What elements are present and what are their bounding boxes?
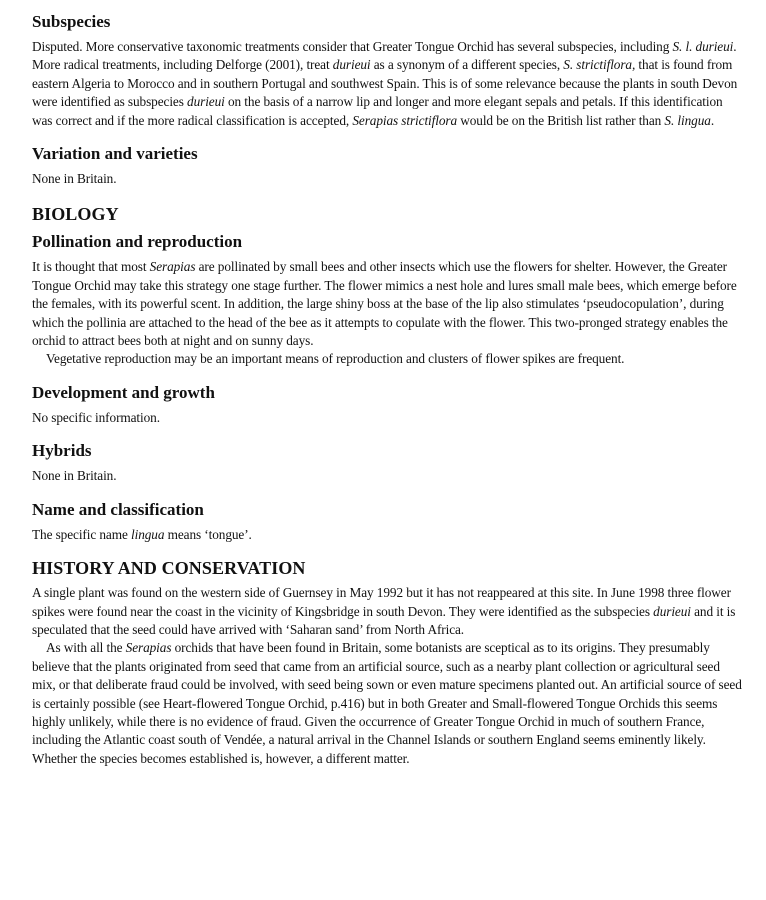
history-paragraph-1: A single plant was found on the western side of Guernsey in May 1992 but it has not reappeared at this site. In June 1998 three flower spikes were found near the coast in the vicinity of Kingsbridge in south Devon. They were identified as the subspecies durieui and it is speculated that the seed could have arrived with ‘Saharan sand’ from North Africa. <box>32 585 736 637</box>
history-paragraph-2: As with all the Serapias orchids that have been found in Britain, some botanists are sceptical as to its origins. They presumably believe that the plants originated from seed that came from an artificial source, such as a nearby plant collection or agricultural seed mix, or that deliberate fraud could be involved, with seed being sown or even mature specimens planted out. An artificial source of seed is certainly possible (see Heart-flowered Tongue Orchid, p.416) but in both Greater and Small-flowered Tongue Orchids this seems highly unlikely, while there is no evidence of fraud. Given the occurrence of Greater Tongue Orchid in much of southern France, including the Atlantic coast south of Vendée, a natural arrival in the Channel Islands or southern England seems eminently likely. Whether the species becomes established is, however, a different matter. <box>32 640 742 766</box>
development-text: No specific information. <box>32 409 160 425</box>
pollination-paragraph-1: It is thought that most Serapias are pollinated by small bees and other insects which use the flowers for shelter. However, the Greater Tongue Orchid may take this strategy one stage further. The flower mimics a nest hole and lures small male bees, which emerge before the females, with its powerful scent. In addition, the large shiny boss at the base of the lip also stimulates ‘pseudocopulation’, during which the pollinia are attached to the head of the bee as it attempts to copulate with the flower. This two-pronged strategy enables the orchid to attract bees both at night and on sunny days. <box>32 259 737 349</box>
variation-text: None in Britain. <box>32 171 117 187</box>
name-classification-text: The specific name lingua means ‘tongue’. <box>32 526 252 542</box>
name-classification-heading: Name and classification <box>32 499 204 519</box>
hybrids-text: None in Britain. <box>32 468 117 484</box>
variation-heading: Variation and varieties <box>32 144 198 164</box>
biology-heading: BIOLOGY <box>32 204 119 225</box>
pollination-heading: Pollination and reproduction <box>32 232 243 252</box>
subspecies-heading: Subspecies <box>32 12 111 31</box>
history-heading: HISTORY AND CONSERVATION <box>32 558 306 579</box>
development-heading: Development and growth <box>32 382 215 402</box>
subspecies-paragraph: Disputed. More conservative taxonomic treatments consider that Greater Tongue Orchid has several subspecies, including S. l. durieui. More radical treatments, including Delforge (2001), treat durieui as a synonym of a different species, S. strictiflora, that is found from eastern Algeria to Morocco and in southern Portugal and southwest Spain. This is of some relevance because the plants in south Devon were identified as subspecies durieui on the basis of a narrow lip and longer and more elegant sepals and petals. If this identification was correct and if the more radical classification is accepted, Serapias strictiflora would be on the British list rather than S. lingua. <box>32 39 738 128</box>
hybrids-heading: Hybrids <box>32 441 92 461</box>
pollination-paragraph-2: Vegetative reproduction may be an important means of reproduction and clusters of flower spikes are frequent. <box>46 351 625 367</box>
